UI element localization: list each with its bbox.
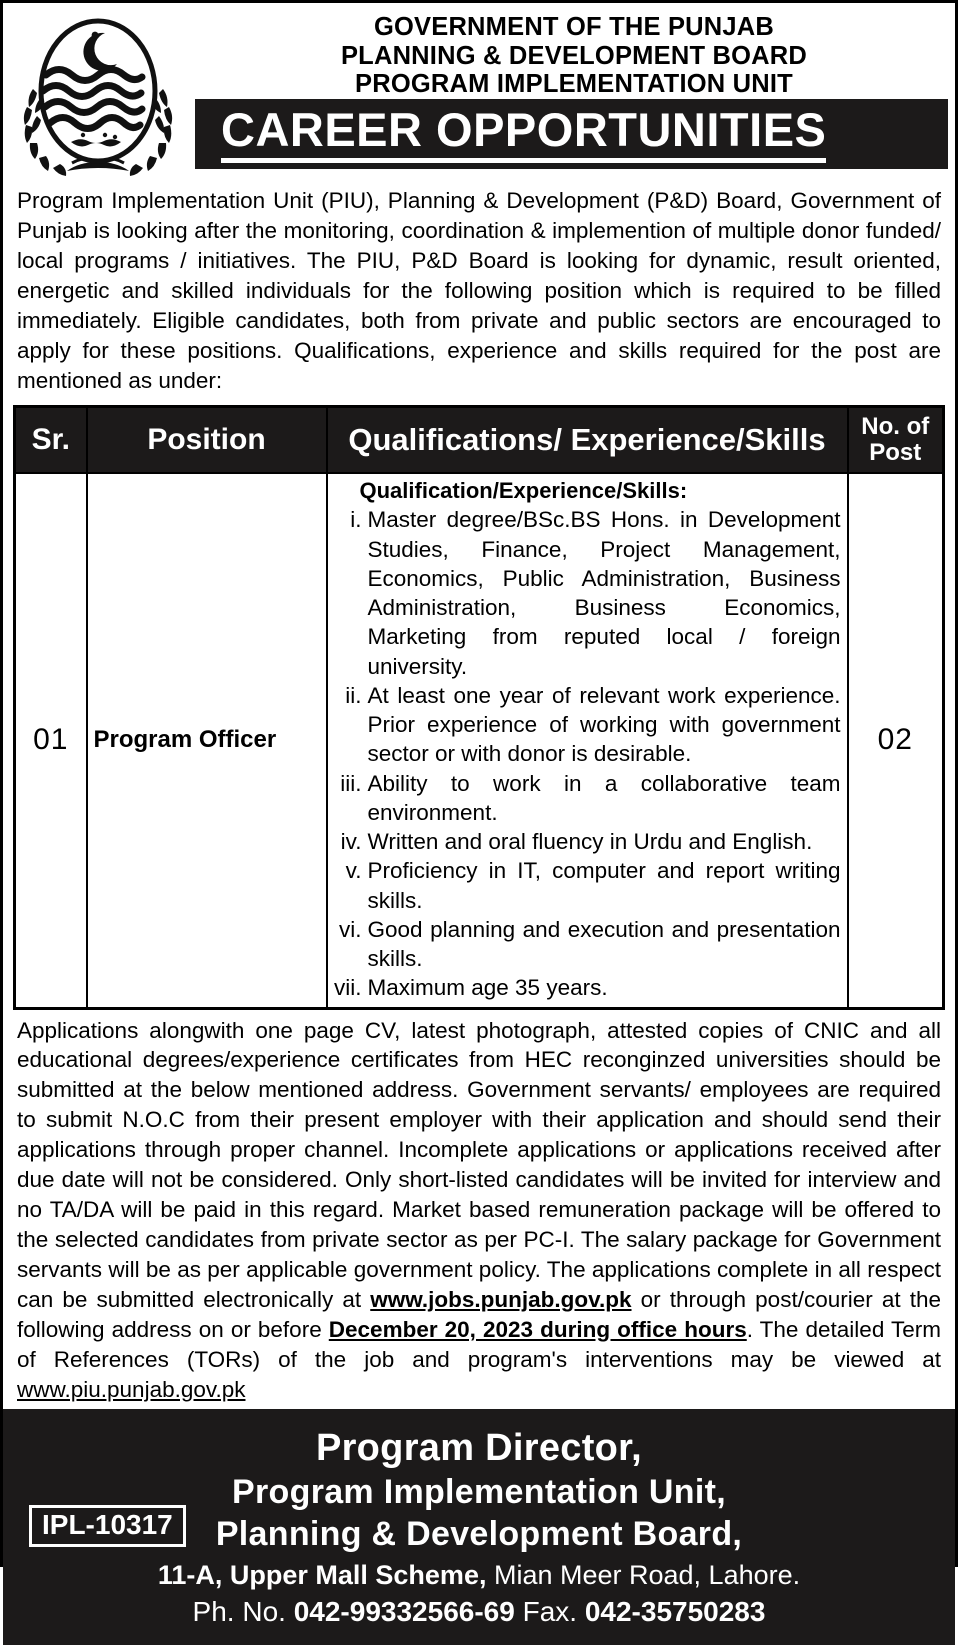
phone-number: 042-99332566-69 [293, 1596, 515, 1628]
positions-table [13, 405, 945, 1009]
table-body [15, 473, 944, 1008]
column-header-no-of-post: No. of Post [848, 407, 944, 473]
qualification-text: At least one year of relevant work experience. Prior experience of working with government sector or with donor is desirable. [367, 682, 841, 767]
qualification-marker: iii. [340, 770, 362, 796]
cell-serial-number: 01 [15, 473, 87, 1008]
introduction-paragraph: Program Implementation Unit (PIU), Planning & Development (P&D) Board, Government of Punjab is looking after the monitoring, coordination & implemention of multiple donor funded/ local programs / initiatives. The PIU, P&D Board is looking for dynamic, result oriented, energetic and skilled individuals for the following position which is required to be filled immediately. Eligible candidates, both from private and public sectors are encouraged to apply for these positions. Qualifications, experience and skills required for the post are mentioned as under: [17, 188, 941, 393]
qualification-item [334, 856, 841, 915]
fax-label: Fax. [514, 1596, 585, 1628]
table-row [15, 473, 944, 1008]
reference-id-badge: IPL-10317 [29, 1505, 186, 1547]
footer-board-name: Planning & Development Board, [215, 1515, 743, 1554]
application-deadline: December 20, 2023 during office hours [328, 1316, 747, 1342]
qualification-marker: vii. [334, 975, 362, 1001]
piu-website-url[interactable]: www.piu.punjab.gov.pk [17, 1376, 246, 1402]
qualification-text: Ability to work in a collaborative team environment. [367, 770, 841, 825]
phone-label: Ph. No. [192, 1596, 294, 1628]
footer-phone-fax [3, 1594, 955, 1630]
jobs-portal-url[interactable]: www.jobs.punjab.gov.pk [370, 1286, 632, 1312]
cell-number-of-posts: 02 [848, 473, 944, 1008]
qualification-text: Maximum age 35 years. [367, 975, 608, 1001]
banner-title: CAREER OPPORTUNITIES [221, 106, 826, 163]
footer-address [3, 1558, 955, 1593]
advertisement-footer [3, 1409, 955, 1645]
application-instructions [3, 1010, 955, 1409]
header-text-block [193, 7, 955, 99]
address-street: 11-A, Upper Mall Scheme, [157, 1559, 487, 1590]
cell-position-title: Program Officer [87, 473, 327, 1008]
gov-line-2: PLANNING & DEVELOPMENT BOARD [340, 41, 808, 70]
qualification-marker: vi. [339, 916, 362, 942]
apply-text-part-2: or through post/courier at the following address on or before [17, 1286, 941, 1342]
career-opportunities-banner [195, 99, 948, 169]
qualifications-list [334, 505, 841, 1002]
government-titles [193, 13, 955, 99]
footer-designation: Program Director, [315, 1426, 643, 1469]
column-header-sr: Sr. [15, 407, 87, 473]
qualification-item [334, 915, 841, 974]
qualification-item [334, 505, 841, 681]
qualification-marker: v. [345, 858, 362, 884]
gov-line-3: PROGRAM IMPLEMENTATION UNIT [355, 70, 793, 99]
fax-number: 042-35750283 [584, 1596, 766, 1628]
qualification-item [334, 681, 841, 769]
column-header-position: Position [87, 407, 327, 473]
table-header-row [15, 407, 944, 473]
address-road-city: Mian Meer Road, Lahore. [486, 1559, 801, 1590]
qualification-marker: i. [350, 507, 362, 533]
apply-text-part-1: Applications alongwith one page CV, latest photograph, attested copies of CNIC and all educational degrees/experience certificates from HEC reconginzed universities should be submitted at the below mentioned address. Government servants/ employees are required to submit N.O.C from their present employer with their application and should send their applications through proper channel. Incomplete applications or applications received after due date will not be considered. Only short-listed candidates will be invited for interview and no TA/DA will be paid in this regard. Market based remuneration package will be offered to the selected candidates from private sector as per PC-I. The salary package for Government servants will be as per applicable government policy. The applications complete in all respect can be submitted electronically at [17, 1017, 941, 1312]
qualification-marker: ii. [345, 682, 362, 708]
punjab-government-emblem-icon [3, 7, 193, 179]
footer-unit-name: Program Implementation Unit, [232, 1472, 726, 1511]
qualification-text: Master degree/BSc.BS Hons. in Development Studies, Finance, Project Management, Economics, Public Administration, Business Administration, Business Economics, Marketing from reputed local / foreign university. [367, 507, 841, 679]
qualification-marker: iv. [340, 829, 362, 855]
qualification-text: Proficiency in IT, computer and report writing skills. [367, 858, 841, 913]
cell-qualifications [327, 473, 848, 1008]
apply-text-part-3: . The detailed Term of References (TORs) of the job and program's interventions may be viewed at [17, 1316, 941, 1372]
qualification-text: Good planning and execution and presentation skills. [367, 916, 841, 972]
qualification-item [334, 973, 841, 1002]
positions-table-wrapper [3, 399, 955, 1009]
qualification-item [334, 769, 841, 828]
column-header-qualifications: Qualifications/ Experience/Skills [327, 407, 848, 473]
advertisement-header [3, 3, 955, 178]
qualification-text: Written and oral fluency in Urdu and English. [367, 829, 813, 855]
qualification-item [334, 827, 841, 856]
qualifications-subheading: Qualification/Experience/Skills: [359, 478, 688, 504]
gov-line-1: GOVERNMENT OF THE PUNJAB [373, 13, 775, 41]
table-head [15, 407, 944, 473]
